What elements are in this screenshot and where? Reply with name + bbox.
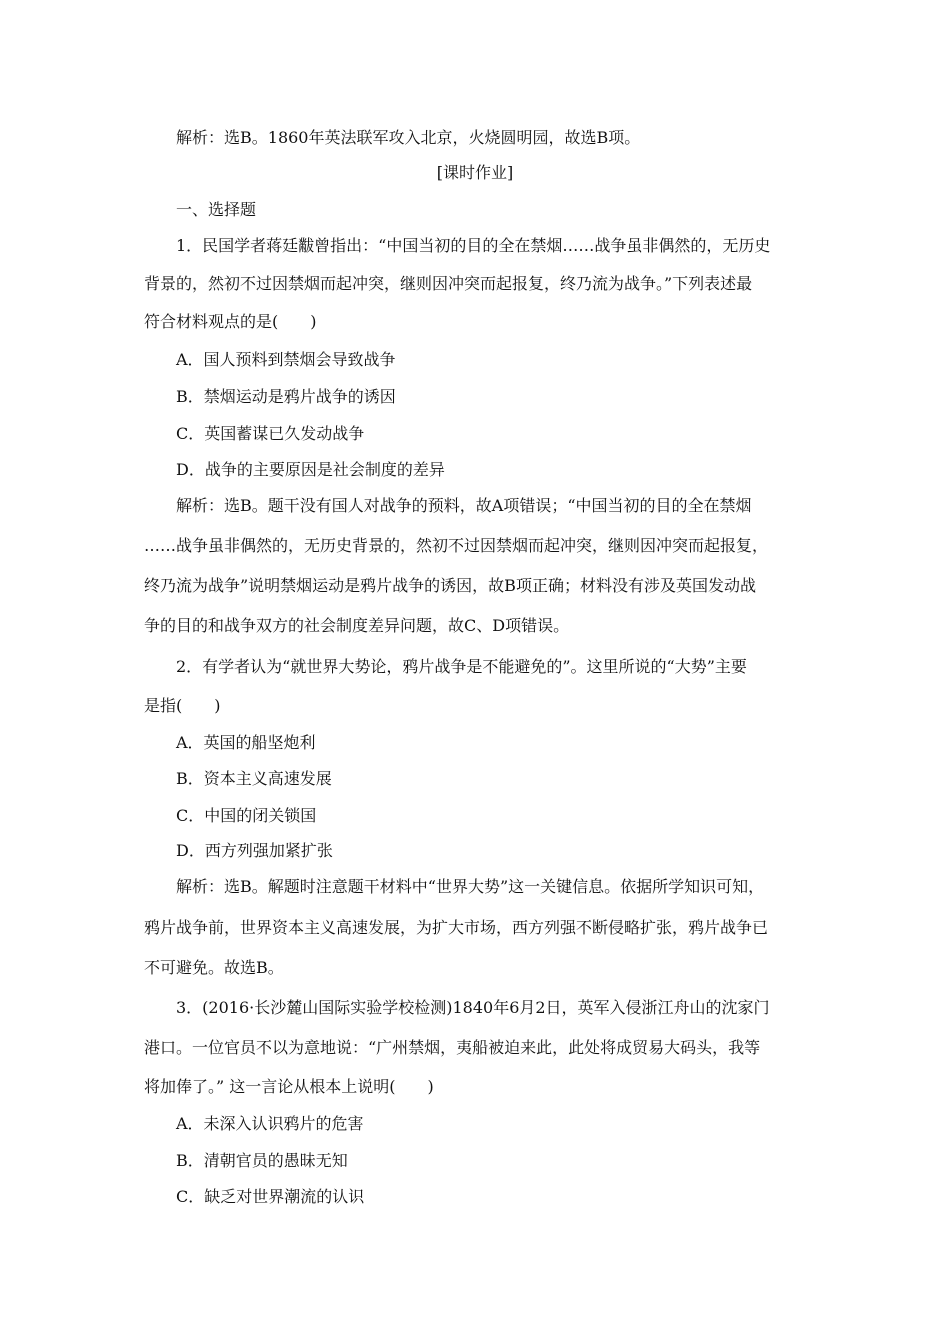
q2-option-b: B．资本主义高速发展 <box>176 769 332 788</box>
q2-option-a: A．英国的船坚炮利 <box>176 733 316 752</box>
q2-stem-line: 是指( ) <box>144 696 221 715</box>
q1-option-b: B．禁烟运动是鸦片战争的诱因 <box>176 387 396 406</box>
q1-stem-line: 1．民国学者蒋廷黻曾指出：“中国当初的目的全在禁烟……战争虽非偶然的，无历史 <box>176 236 771 255</box>
q1-option-d: D．战争的主要原因是社会制度的差异 <box>176 460 445 479</box>
q1-analysis-line: 争的目的和战争双方的社会制度差异问题，故C、D项错误。 <box>144 616 570 635</box>
q3-option-a: A．未深入认识鸦片的危害 <box>176 1114 364 1133</box>
q1-stem-line: 符合材料观点的是( ) <box>144 312 317 331</box>
part-heading: 一、选择题 <box>176 200 257 219</box>
q2-analysis-line: 解析：选B。解题时注意题干材料中“世界大势”这一关键信息。依据所学知识可知， <box>176 877 765 896</box>
q1-analysis-line: 终乃流为战争”说明禁烟运动是鸦片战争的诱因，故B项正确；材料没有涉及英国发动战 <box>144 576 756 595</box>
q2-analysis-line: 鸦片战争前，世界资本主义高速发展，为扩大市场，西方列强不断侵略扩张，鸦片战争已 <box>144 918 769 937</box>
q2-option-c: C．中国的闭关锁国 <box>176 806 317 825</box>
section-heading: [课时作业] <box>436 163 514 182</box>
q3-stem-line: 3．(2016·长沙麓山国际实验学校检测)1840年6月2日，英军入侵浙江舟山的沈家门 <box>176 998 770 1017</box>
q1-stem-line: 背景的，然初不过因禁烟而起冲突，继则因冲突而起报复，终乃流为战争。”下列表述最 <box>144 274 753 293</box>
q3-option-b: B．清朝官员的愚昧无知 <box>176 1151 348 1170</box>
q1-option-c: C．英国蓄谋已久发动战争 <box>176 424 365 443</box>
q2-stem-line: 2．有学者认为“就世界大势论，鸦片战争是不能避免的”。这里所说的“大势”主要 <box>176 657 747 676</box>
q2-analysis-line: 不可避免。故选B。 <box>144 958 284 977</box>
q3-stem-line: 港口。一位官员不以为意地说：“广州禁烟，夷船被迫来此，此处将成贸易大码头，我等 <box>144 1038 761 1057</box>
top-analysis: 解析：选B。1860年英法联军攻入北京，火烧圆明园，故选B项。 <box>176 128 641 147</box>
q1-analysis-line: 解析：选B。题干没有国人对战争的预料，故A项错误；“中国当初的目的全在禁烟 <box>176 496 752 515</box>
q1-analysis-line: ……战争虽非偶然的，无历史背景的，然初不过因禁烟而起冲突，继则因冲突而起报复， <box>144 536 769 555</box>
q3-option-c: C．缺乏对世界潮流的认识 <box>176 1187 365 1206</box>
q3-stem-line: 将加俸了。” 这一言论从根本上说明( ) <box>144 1077 434 1096</box>
q2-option-d: D．西方列强加紧扩张 <box>176 841 333 860</box>
q1-option-a: A．国人预料到禁烟会导致战争 <box>176 350 396 369</box>
